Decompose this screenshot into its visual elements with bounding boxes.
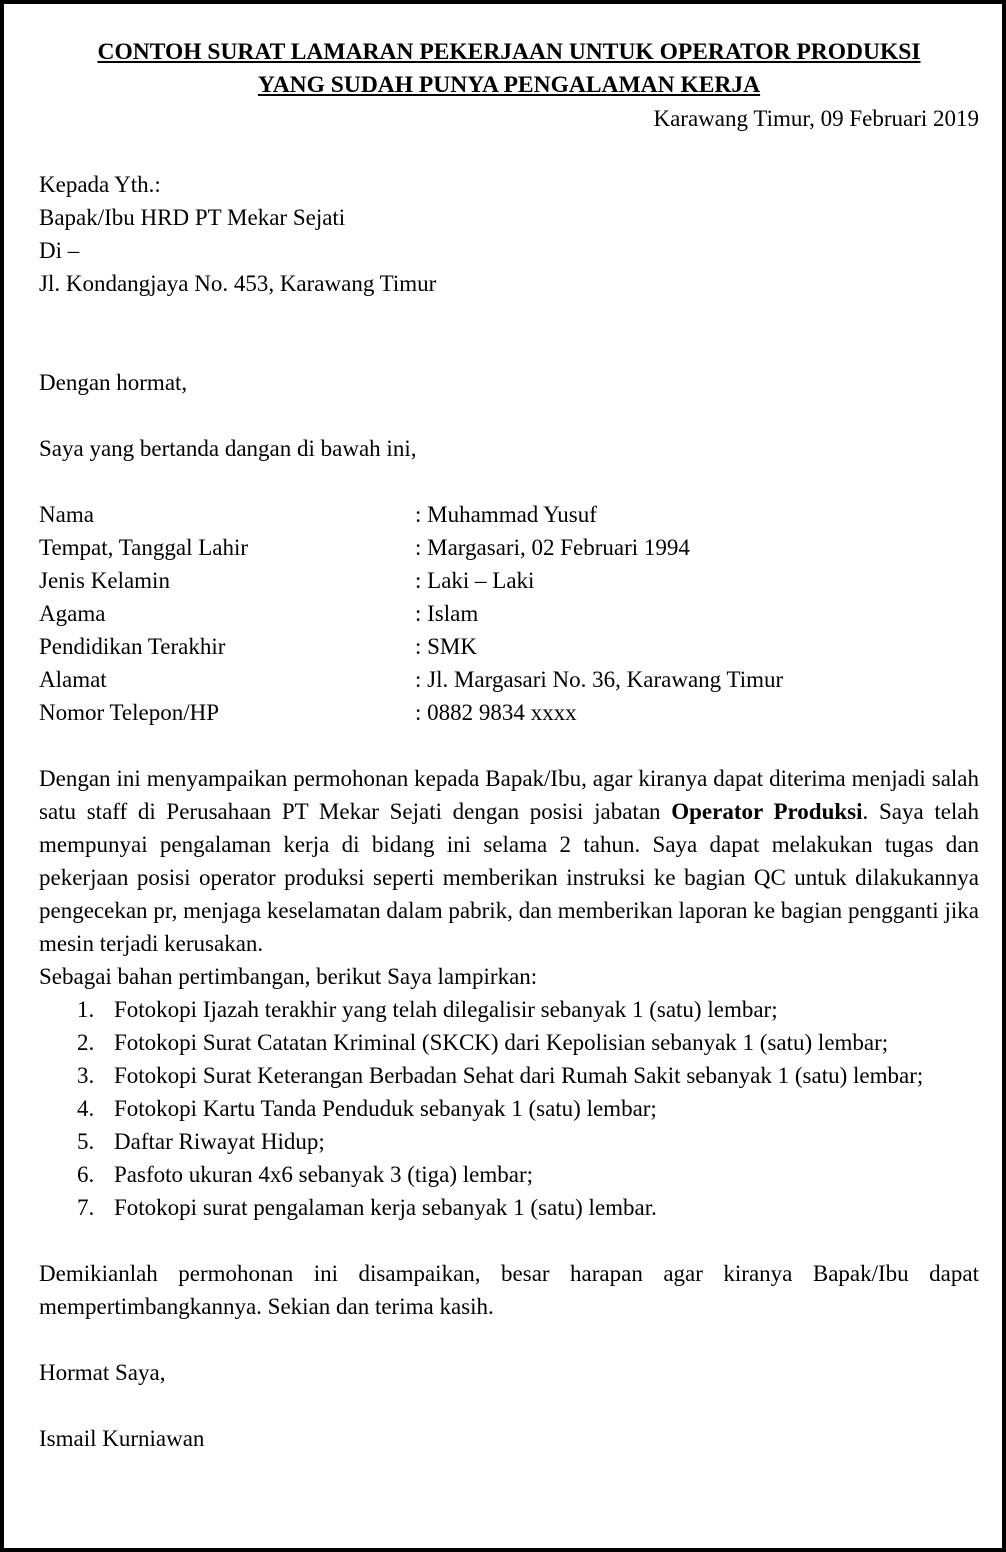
list-item-number: 7. — [77, 1195, 95, 1220]
salutation: Dengan hormat, — [39, 370, 188, 395]
list-item-number: 1. — [77, 997, 95, 1022]
list-item-number: 5. — [77, 1129, 95, 1154]
body-text-part-1: Dengan ini menyampaikan permohonan kepada Bapak/Ibu, agar kiranya dapat diterima menjadi salah satu staff di Perusahaan PT Mekar Sejati dengan posisi jabatan — [39, 766, 979, 824]
info-label: Alamat — [39, 667, 107, 692]
letter-title-line-2: YANG SUDAH PUNYA PENGALAMAN KERJA — [257, 72, 761, 98]
list-item — [39, 1125, 979, 1158]
closing-paragraph: Demikianlah permohonan ini disampaikan, besar harapan agar kiranya Bapak/Ibu dapat mempertimbangkannya. Sekian dan terima kasih. — [39, 1261, 979, 1319]
list-item-number: 4. — [77, 1096, 95, 1121]
list-item — [39, 1026, 979, 1059]
list-item-text: Fotokopi Ijazah terakhir yang telah dilegalisir sebanyak 1 (satu) lembar; — [114, 997, 778, 1022]
recipient-block — [39, 168, 979, 300]
info-label: Nama — [39, 502, 94, 527]
body-text-bold: Operator Produksi — [671, 799, 863, 824]
list-item-text: Daftar Riwayat Hidup; — [114, 1129, 325, 1154]
info-row — [39, 630, 979, 663]
info-label: Pendidikan Terakhir — [39, 634, 226, 659]
list-item-text: Pasfoto ukuran 4x6 sebanyak 3 (tiga) lembar; — [114, 1162, 533, 1187]
spacer — [39, 1323, 979, 1356]
body-paragraph — [39, 762, 979, 960]
list-item-text: Fotokopi Kartu Tanda Penduduk sebanyak 1 (satu) lembar; — [114, 1096, 657, 1121]
list-item-text: Fotokopi Surat Catatan Kriminal (SKCK) dari Kepolisian sebanyak 1 (satu) lembar; — [114, 1030, 889, 1055]
info-row — [39, 663, 979, 696]
list-item — [39, 1158, 979, 1191]
info-value: : Margasari, 02 Februari 1994 — [415, 535, 690, 560]
info-value: : Laki – Laki — [415, 568, 535, 593]
info-label: Tempat, Tanggal Lahir — [39, 535, 249, 560]
spacer — [39, 300, 979, 366]
info-row — [39, 597, 979, 630]
list-item — [39, 1059, 979, 1092]
list-item — [39, 1191, 979, 1224]
info-row — [39, 696, 979, 729]
recipient-line-2: Bapak/Ibu HRD PT Mekar Sejati — [39, 205, 346, 230]
info-value: : Islam — [415, 601, 479, 626]
applicant-info — [39, 498, 979, 729]
list-item-text: Fotokopi surat pengalaman kerja sebanyak 1 (satu) lembar. — [114, 1195, 657, 1220]
info-row — [39, 564, 979, 597]
list-item — [39, 993, 979, 1026]
spacer — [39, 1224, 979, 1257]
info-row — [39, 498, 979, 531]
recipient-line-4: Jl. Kondangjaya No. 453, Karawang Timur — [39, 271, 437, 296]
intro-text: Saya yang bertanda dangan di bawah ini, — [39, 436, 417, 461]
info-value: : SMK — [415, 634, 477, 659]
spacer — [39, 465, 979, 498]
regards: Hormat Saya, — [39, 1360, 166, 1385]
letter-content — [39, 36, 979, 1455]
info-value: : Muhammad Yusuf — [415, 502, 597, 527]
list-item-text: Fotokopi Surat Keterangan Berbadan Sehat dari Rumah Sakit sebanyak 1 (satu) lembar; — [114, 1063, 924, 1088]
letter-date: Karawang Timur, 09 Februari 2019 — [653, 106, 979, 131]
recipient-line-3: Di – — [39, 238, 80, 263]
list-item-number: 6. — [77, 1162, 95, 1187]
attachments-list — [39, 993, 979, 1224]
info-label: Jenis Kelamin — [39, 568, 170, 593]
letter-title-line-1: CONTOH SURAT LAMARAN PEKERJAAN UNTUK OPERATOR PRODUKSI — [97, 39, 921, 65]
signer-name: Ismail Kurniawan — [39, 1426, 205, 1451]
spacer — [39, 729, 979, 762]
attachments-intro: Sebagai bahan pertimbangan, berikut Saya lampirkan: — [39, 964, 538, 989]
list-item-number: 3. — [77, 1063, 95, 1088]
info-row — [39, 531, 979, 564]
body-text-part-2: . Saya telah mempunyai pengalaman kerja di bidang ini selama 2 tahun. Saya dapat melakukan tugas dan pekerjaan posisi operator produksi seperti memberikan instruksi ke bagian QC untuk dilakukannya pengecekan pr, menjaga keselamatan dalam pabrik, dan memberikan laporan ke bagian pengganti jika mesin terjadi kerusakan. — [39, 799, 980, 956]
info-label: Agama — [39, 601, 106, 626]
spacer — [39, 399, 979, 432]
spacer — [39, 135, 979, 168]
list-item-number: 2. — [77, 1030, 95, 1055]
list-item — [39, 1092, 979, 1125]
info-label: Nomor Telepon/HP — [39, 700, 220, 725]
spacer — [39, 1389, 979, 1422]
info-value: : Jl. Margasari No. 36, Karawang Timur — [415, 667, 784, 692]
info-value: : 0882 9834 xxxx — [415, 700, 577, 725]
recipient-line-1: Kepada Yth.: — [39, 172, 161, 197]
